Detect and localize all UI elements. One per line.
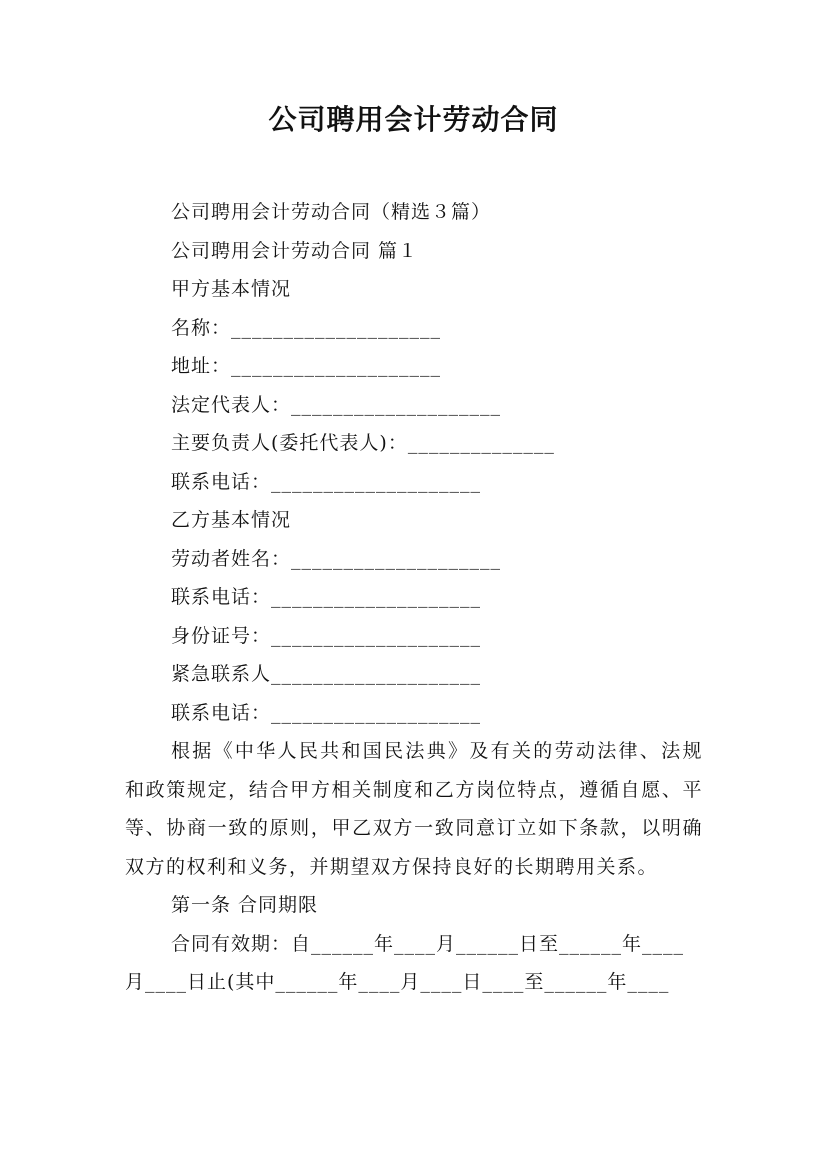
party-a-heading: 甲方基本情况	[171, 278, 292, 300]
party-a-legal-rep-field: 法定代表人：____________________	[171, 393, 502, 416]
contract-term-line-2: 月____日止(其中______年____月____日____至______年____	[125, 971, 670, 993]
party-b-id-field: 身份证号：____________________	[171, 624, 482, 647]
preamble-paragraph: 根据《中华人民共和国民法典》及有关的劳动法律、法规和政策规定，结合甲方相关制度和乙方岗位特点，遵循自愿、平等、协商一致的原则，甲乙双方一致同意订立如下条款，以明确双方的权利和义务，并期望双方保持良好的长期聘用关系。	[125, 740, 703, 878]
party-b-heading: 乙方基本情况	[171, 509, 292, 531]
subtitle-line: 公司聘用会计劳动合同（精选３篇）	[171, 201, 492, 223]
party-b-phone-field: 联系电话：____________________	[171, 586, 482, 608]
party-a-principal-field: 主要负责人(委托代表人)：______________	[171, 432, 555, 454]
document-body	[125, 193, 703, 1002]
section-heading-line: 公司聘用会计劳动合同 篇１	[171, 239, 419, 262]
party-b-name-field: 劳动者姓名：____________________	[171, 547, 502, 570]
party-a-address-field: 地址：____________________	[171, 355, 442, 377]
document-title: 公司聘用会计劳动合同	[268, 103, 559, 136]
contract-term-line-1: 合同有效期：自______年____月______日至______年____	[171, 932, 685, 955]
emergency-phone-field: 联系电话：____________________	[171, 701, 482, 724]
emergency-contact-field: 紧急联系人____________________	[171, 663, 482, 685]
party-a-name-field: 名称：____________________	[171, 316, 442, 339]
article-1-heading: 第一条 合同期限	[171, 894, 319, 916]
party-a-phone-field: 联系电话：____________________	[171, 470, 482, 493]
